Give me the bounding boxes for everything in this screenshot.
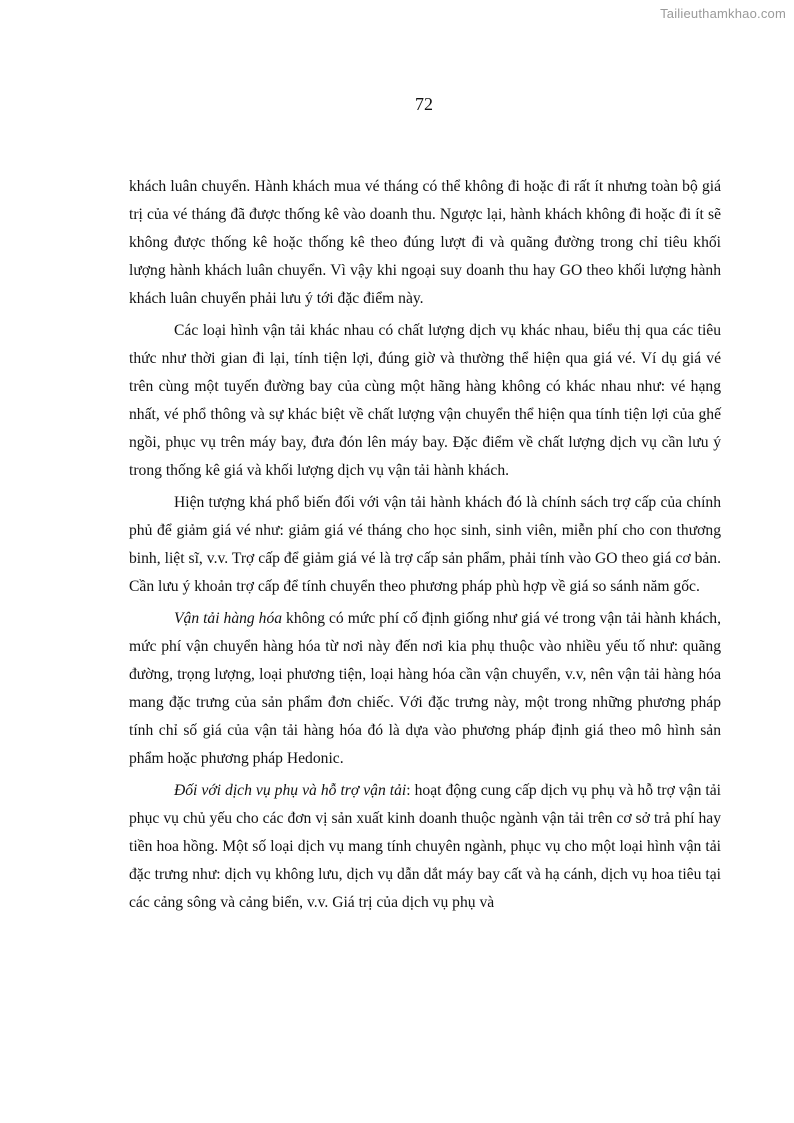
paragraph-4-text: không có mức phí cố định giống như giá vé trong vận tải hành khách, mức phí vận chuyển hàng hóa từ nơi này đến nơi kia phụ thuộc vào nhiều yếu tố như: quãng đường, trọng lượng, loại phương tiện, loại hàng hóa cần vận chuyển, v.v, nên vận tải hàng hóa mang đặc trưng của sản phẩm đơn chiếc. Với đặc trưng này, một trong những phương pháp tính chỉ số giá của vận tải hàng hóa đó là dựa vào phương pháp định giá theo mô hình sản phẩm hoặc phương pháp Hedonic.	[129, 610, 722, 767]
paragraph-3	[129, 489, 721, 601]
paragraph-2	[129, 317, 721, 485]
paragraph-5	[129, 777, 721, 917]
paragraph-2-text: Các loại hình vận tải khác nhau có chất lượng dịch vụ khác nhau, biểu thị qua các tiêu thức như thời gian đi lại, tính tiện lợi, đúng giờ và thường thể hiện qua giá vé. Ví dụ giá vé trên cùng một tuyến đường bay của cùng một hãng hàng không có khác nhau như: vé hạng nhất, vé phổ thông và sự khác biệt về chất lượng vận chuyển thể hiện qua tính tiện lợi của ghế ngồi, phục vụ trên máy bay, đưa đón lên máy bay. Đặc điểm về chất lượng dịch vụ cần lưu ý trong thống kê giá và khối lượng dịch vụ vận tải hành khách.	[129, 322, 721, 479]
paragraph-4	[129, 605, 721, 773]
document-body	[129, 173, 721, 921]
paragraph-1	[129, 173, 721, 313]
paragraph-5-text: : hoạt động cung cấp dịch vụ phụ và hỗ trợ vận tải phục vụ chủ yếu cho các đơn vị sản xuất kinh doanh thuộc ngành vận tải trên cơ sở trả phí hay tiền hoa hồng. Một số loại dịch vụ mang tính chuyên ngành, phục vụ cho một loại hình vận tải đặc trưng như: dịch vụ không lưu, dịch vụ dẫn dắt máy bay cất và hạ cánh, dịch vụ hoa tiêu tại các cảng sông và cảng biển, v.v. Giá trị của dịch vụ phụ và	[129, 782, 721, 911]
watermark: Tailieuthamkhao.com	[660, 6, 786, 21]
paragraph-1-text: khách luân chuyển. Hành khách mua vé tháng có thể không đi hoặc đi rất ít nhưng toàn bộ giá trị của vé tháng đã được thống kê vào doanh thu. Ngược lại, hành khách không đi hoặc đi ít sẽ không được thống kê hoặc thống kê theo đúng lượt đi và quãng đường trong chỉ tiêu khối lượng hành khách luân chuyển. Vì vậy khi ngoại suy doanh thu hay GO theo khối lượng hành khách luân chuyển phải lưu ý tới đặc điểm này.	[129, 178, 721, 307]
paragraph-4-lead-italic: Vận tải hàng hóa	[174, 610, 283, 627]
paragraph-3-text: Hiện tượng khá phổ biến đối với vận tải hành khách đó là chính sách trợ cấp của chính phủ để giảm giá vé như: giảm giá vé tháng cho học sinh, sinh viên, miễn phí cho con thương binh, liệt sĩ, v.v. Trợ cấp để giảm giá vé là trợ cấp sản phẩm, phải tính vào GO theo giá cơ bản. Cần lưu ý khoản trợ cấp để tính chuyển theo phương pháp phù hợp về giá so sánh năm gốc.	[129, 494, 721, 595]
page-number: 72	[415, 94, 433, 114]
paragraph-5-lead-italic: Đối với dịch vụ phụ và hỗ trợ vận tải	[174, 782, 407, 799]
